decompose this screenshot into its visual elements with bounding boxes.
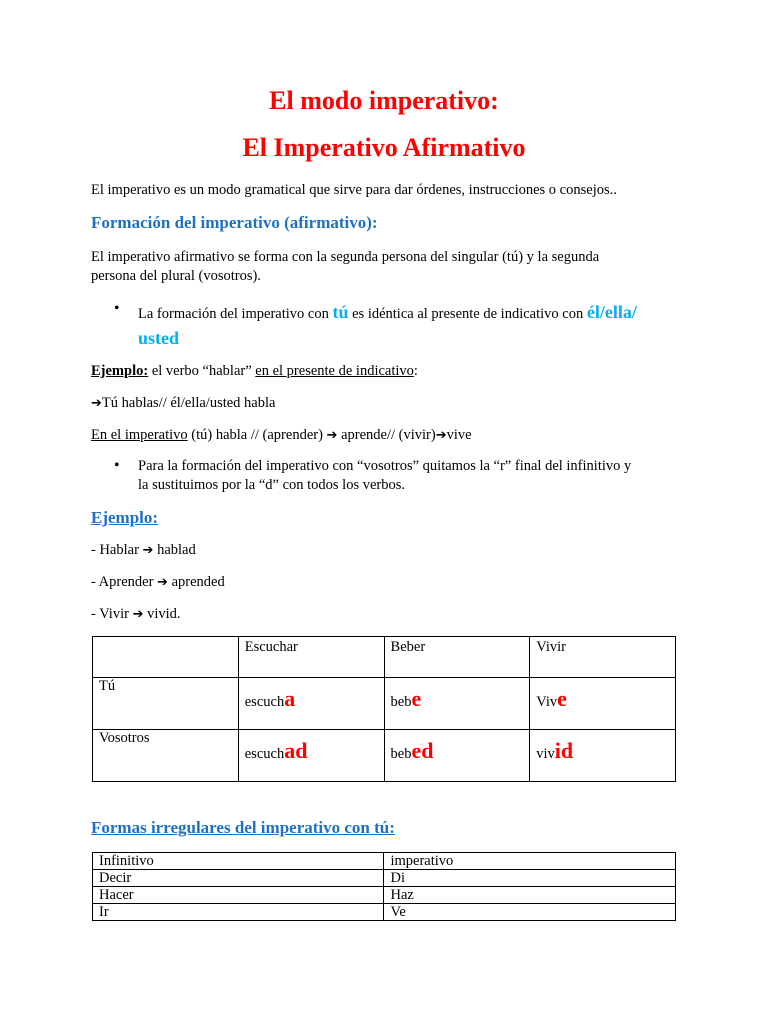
ejemplo-1-mid: el verbo “hablar” (148, 363, 256, 379)
verb-stem: escuch (244, 694, 285, 710)
table-row (93, 870, 676, 887)
arrow-right-icon: ➔ (142, 543, 154, 558)
arrow-line (91, 394, 275, 413)
verb-stem: beb (390, 746, 412, 762)
verb-stem: escuch (244, 746, 285, 762)
arrow-line-text: Tú hablas// él/ella/usted habla (101, 395, 276, 411)
subtitle: El Imperativo Afirmativo (242, 133, 526, 162)
bullet-1-mid: es idéntica al presente de indicativo con (348, 306, 587, 322)
table-cell: Haz (384, 887, 676, 904)
table-row (93, 904, 676, 921)
heading-formacion: Formación del imperativo (afirmativo): (91, 213, 378, 232)
example-hablar (91, 541, 196, 560)
irregular-forms-table (92, 852, 676, 921)
example-form: vivid. (143, 606, 181, 622)
table-cell (93, 637, 239, 678)
imperativo-part-a: (tú) habla // (aprender) (187, 427, 327, 443)
bullet-icon: • (114, 300, 120, 317)
verb-ending: e (411, 686, 422, 711)
row-label: Vosotros (93, 730, 239, 782)
verb-ending: id (554, 738, 574, 763)
ejemplo-1-underlined: en el presente de indicativo (255, 363, 414, 379)
table-header-row (93, 637, 676, 678)
table-cell (238, 678, 384, 730)
imperativo-line (91, 426, 472, 445)
table-header-row (93, 853, 676, 870)
verb-ending: ad (284, 738, 308, 763)
table-row (93, 730, 676, 782)
heading-ejemplo: Ejemplo: (91, 508, 159, 527)
imperativo-part-b: aprende// (vivir) (337, 427, 436, 443)
table-cell (238, 730, 384, 782)
highlight-usted: usted (138, 328, 180, 348)
example-verb: - Hablar (91, 542, 143, 558)
table-cell: Decir (93, 870, 384, 887)
table-cell (384, 730, 530, 782)
conjugation-table (92, 636, 676, 782)
ejemplo-1-end: : (413, 363, 418, 379)
highlight-tu: tú (332, 302, 349, 322)
verb-stem: viv (536, 746, 555, 762)
table-header-cell: imperativo (384, 853, 676, 870)
imperativo-part-c: vive (446, 427, 472, 443)
bullet-icon: • (114, 457, 120, 474)
table-header-cell: Beber (384, 637, 530, 678)
row-label: Tú (93, 678, 239, 730)
table-cell: Ir (93, 904, 384, 921)
table-cell: Ve (384, 904, 676, 921)
verb-ending: a (284, 686, 296, 711)
arrow-right-icon: ➔ (435, 428, 447, 443)
table-cell (530, 730, 676, 782)
example-vivir (91, 605, 181, 624)
table-row (93, 887, 676, 904)
formacion-line-2: persona del plural (vosotros). (91, 268, 261, 284)
intro-paragraph: El imperativo es un modo gramatical que sirve para dar órdenes, instrucciones o consejos.. (91, 182, 617, 198)
ejemplo-1-line (91, 362, 418, 381)
arrow-right-icon: ➔ (326, 428, 338, 443)
table-cell (384, 678, 530, 730)
table-cell (530, 678, 676, 730)
arrow-right-icon: ➔ (91, 396, 102, 411)
bullet-1-pre: La formación del imperativo con (138, 306, 333, 322)
main-title: El modo imperativo: (269, 86, 499, 115)
example-verb: - Aprender (91, 574, 158, 590)
verb-stem: beb (390, 694, 412, 710)
table-row (93, 678, 676, 730)
formacion-line-1: El imperativo afirmativo se forma con la segunda persona del singular (tú) y la segunda (91, 249, 600, 265)
ejemplo-1-label: Ejemplo: (91, 363, 149, 379)
example-form: hablad (153, 542, 196, 558)
table-header-cell: Vivir (530, 637, 676, 678)
heading-irregulares: Formas irregulares del imperativo con tú: (91, 818, 395, 837)
arrow-right-icon: ➔ (157, 575, 168, 590)
highlight-el-ella: él/ella/ (586, 302, 637, 322)
example-form: aprended (167, 574, 225, 590)
bullet-2-line-2: la sustituimos por la “d” con todos los verbos. (138, 477, 406, 493)
table-header-cell: Infinitivo (93, 853, 384, 870)
bullet-2-line-1: Para la formación del imperativo con “vosotros” quitamos la “r” final del infinitivo y (138, 458, 632, 474)
verb-ending: e (557, 686, 567, 711)
bullet-1-text (138, 300, 637, 352)
arrow-right-icon: ➔ (132, 607, 144, 622)
table-cell: Hacer (93, 887, 384, 904)
imperativo-underlined: En el imperativo (91, 427, 188, 443)
verb-ending: ed (411, 738, 434, 763)
verb-stem: Viv (536, 694, 558, 710)
example-aprender (91, 573, 225, 592)
table-cell: Di (384, 870, 676, 887)
table-header-cell: Escuchar (238, 637, 384, 678)
example-verb: - Vivir (91, 606, 133, 622)
